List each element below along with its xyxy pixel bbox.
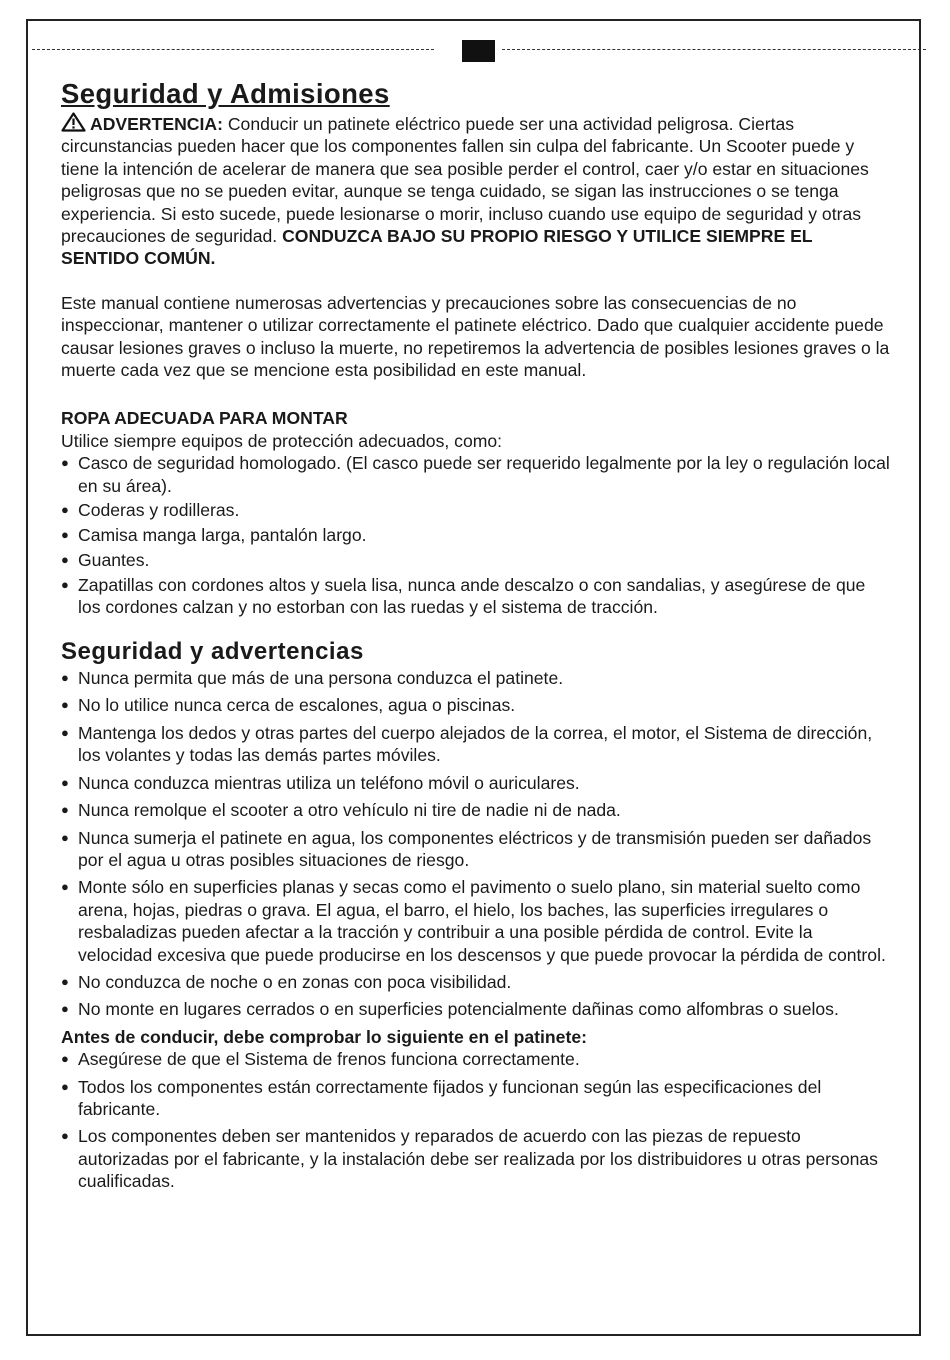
list-item: ● Asegúrese de que el Sistema de frenos funciona correctamente. xyxy=(61,1048,891,1070)
clothing-list xyxy=(61,452,891,618)
divider-dash-left xyxy=(32,49,434,50)
warning-paragraph xyxy=(61,112,891,270)
list-item: ● Coderas y rodilleras. xyxy=(61,499,891,521)
list-item: ● Casco de seguridad homologado. (El casco puede ser requerido legalmente por la ley o regulación local en su área). xyxy=(61,452,891,497)
list-item: ● Nunca sumerja el patinete en agua, los componentes eléctricos y de transmisión pueden ser dañados por el agua u otras posibles situaciones de riesgo. xyxy=(61,827,891,872)
list-item: ● Nunca remolque el scooter a otro vehículo ni tire de nadie ni de nada. xyxy=(61,799,891,821)
list-item: ● Los componentes deben ser mantenidos y reparados de acuerdo con las piezas de repuesto autorizadas por el fabricante, y la instalación debe ser realizada por los distribuidores u otras personas cualificadas. xyxy=(61,1125,891,1192)
clothing-heading: ROPA ADECUADA PARA MONTAR xyxy=(61,408,348,429)
warning-text: Conducir un patinete eléctrico puede ser una actividad peligrosa. Ciertas circunstancias pueden hacer que los componentes fallen sin culpa del fabricante. Un Scooter puede y tiene la intención de acelerar de manera que sea posible perder el control, caer y/o estar en situaciones peligrosas que no se pueden evitar, aunque se tenga cuidado, se sigan las instrucciones o se tenga experiencia. Si esto sucede, puede lesionarse o morir, incluso cuando use equipo de seguridad y otras precauciones de seguridad. xyxy=(61,114,869,247)
list-item: ● No lo utilice nunca cerca de escalones, agua o piscinas. xyxy=(61,694,891,716)
warning-emphasis: CONDUZCA BAJO SU PROPIO RIESGO Y UTILICE SIEMPRE EL SENTIDO COMÚN. xyxy=(61,226,813,269)
list-item: ● Nunca permita que más de una persona conduzca el patinete. xyxy=(61,667,891,689)
list-item: ● Zapatillas con cordones altos y suela lisa, nunca ande descalzo o con sandalias, y asegúrese de que los cordones calzan y no estorban con las ruedas y el sistema de tracción. xyxy=(61,574,891,619)
clothing-intro: Utilice siempre equipos de protección adecuados, como: xyxy=(61,430,503,451)
safety-heading: Seguridad y advertencias xyxy=(61,638,364,666)
list-item: ● Guantes. xyxy=(61,549,891,571)
list-item: ● No conduzca de noche o en zonas con poca visibilidad. xyxy=(61,971,891,993)
checks-heading: Antes de conducir, debe comprobar lo siguiente en el patinete: xyxy=(61,1026,587,1047)
warning-triangle-icon xyxy=(61,112,86,132)
list-item: ● Todos los componentes están correctamente fijados y funcionan según las especificaciones del fabricante. xyxy=(61,1076,891,1121)
list-item: ● Monte sólo en superficies planas y secas como el pavimento o suelo plano, sin material suelto como arena, hojas, piedras o grava. El agua, el barro, el hielo, los baches, las superficies irregulares o resbaladizas pueden afectar a la tracción y contribuir a una posible pérdida de control. Evite la velocidad excesiva que puede producirse en los descensos y que puede provocar la pérdida de control. xyxy=(61,876,891,966)
divider-tab-marker xyxy=(462,40,495,62)
warning-label: ADVERTENCIA: xyxy=(90,114,223,134)
divider-dash-right xyxy=(502,49,926,50)
section-divider xyxy=(32,40,926,60)
list-item: ● Camisa manga larga, pantalón largo. xyxy=(61,524,891,546)
safety-list xyxy=(61,667,891,1021)
list-item: ● No monte en lugares cerrados o en superficies potencialmente dañinas como alfombras o suelos. xyxy=(61,998,891,1020)
page-title: Seguridad y Admisiones xyxy=(61,78,390,109)
list-item: ● Mantenga los dedos y otras partes del cuerpo alejados de la correa, el motor, el Sistema de dirección, los volantes y todas las demás partes móviles. xyxy=(61,722,891,767)
list-item: ● Nunca conduzca mientras utiliza un teléfono móvil o auriculares. xyxy=(61,772,891,794)
document-content xyxy=(61,76,891,1198)
checks-list xyxy=(61,1048,891,1192)
manual-paragraph: Este manual contiene numerosas advertencias y precauciones sobre las consecuencias de no inspeccionar, mantener o utilizar correctamente el patinete eléctrico. Dado que cualquier accidente puede causar lesiones graves o incluso la muerte, no repetiremos la advertencia de posibles lesiones graves o la muerte cada vez que se mencione esta posibilidad en este manual. xyxy=(61,292,890,381)
